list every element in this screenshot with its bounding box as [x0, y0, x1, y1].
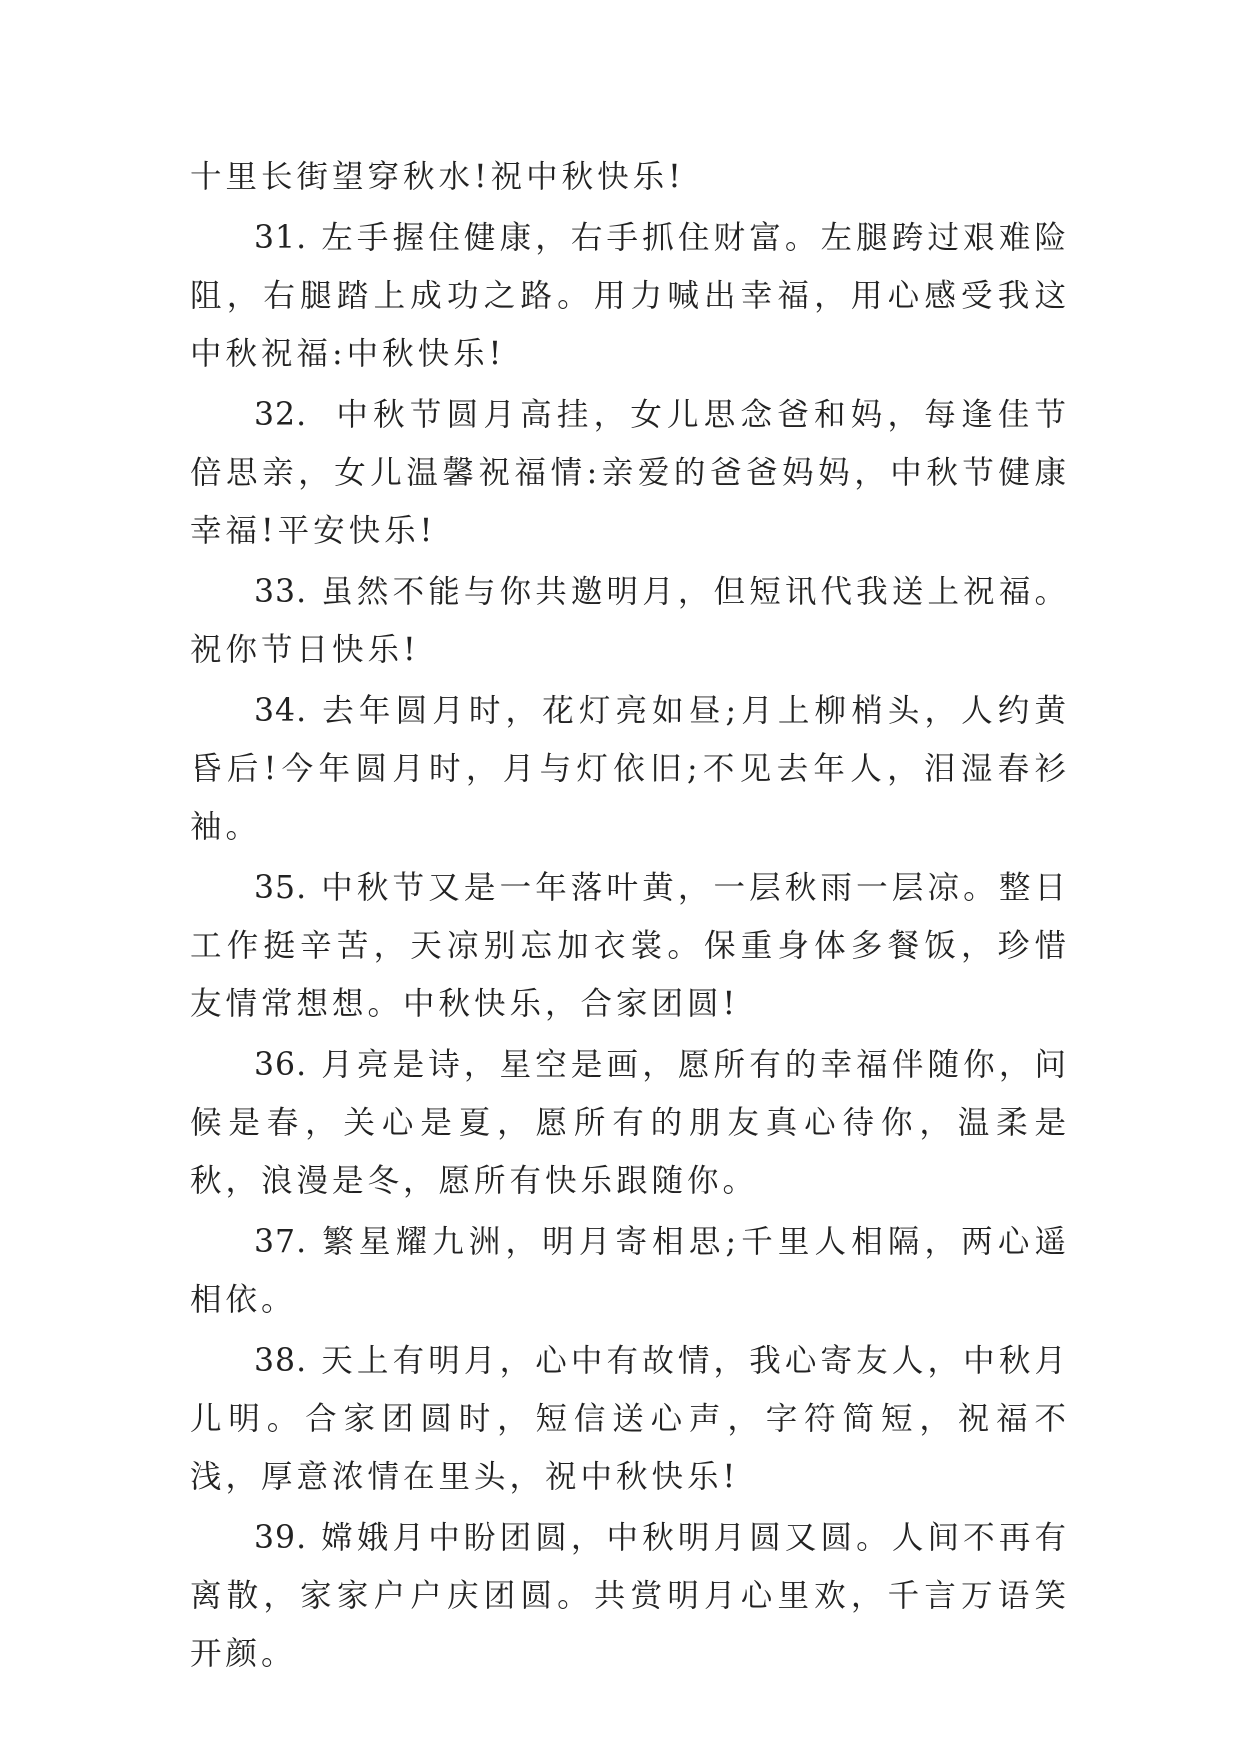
- paragraph-text: 月亮是诗，星空是画，愿所有的幸福伴随你，问候是春，关心是夏，愿所有的朋友真心待你，温柔是秋，浪漫是冬，愿所有快乐跟随你。: [190, 1047, 1070, 1199]
- paragraph-text: 十里长街望穿秋水!祝中秋快乐!: [190, 159, 685, 195]
- paragraph-text: 中秋节圆月高挂，女儿思念爸和妈，每逢佳节倍思亲，女儿温馨祝福情:亲爱的爸爸妈妈，中秋节健康幸福!平安快乐!: [190, 397, 1070, 549]
- paragraph-text: 左手握住健康，右手抓住财富。左腿跨过艰难险阻，右腿踏上成功之路。用力喊出幸福，用心感受我这中秋祝福:中秋快乐!: [190, 220, 1070, 372]
- paragraph-32: [190, 386, 1070, 560]
- paragraph-text: 中秋节又是一年落叶黄，一层秋雨一层凉。整日工作挺辛苦，天凉别忘加衣裳。保重身体多餐饭，珍惜友情常想想。中秋快乐，合家团圆!: [190, 870, 1070, 1022]
- paragraph-number: 36.: [254, 1047, 308, 1083]
- paragraph-number: 38.: [254, 1343, 308, 1379]
- document-body: [190, 148, 1070, 1686]
- paragraph-31: [190, 209, 1070, 383]
- paragraph-number: 35.: [254, 870, 308, 906]
- paragraph-number: 31.: [254, 220, 308, 256]
- paragraph-text: 繁星耀九洲，明月寄相思;千里人相隔，两心遥相依。: [190, 1224, 1070, 1318]
- paragraph-text: 天上有明月，心中有故情，我心寄友人，中秋月儿明。合家团圆时，短信送心声，字符简短，祝福不浅，厚意浓情在里头，祝中秋快乐!: [190, 1343, 1070, 1495]
- paragraph-33: [190, 563, 1070, 679]
- paragraph-35: [190, 859, 1070, 1033]
- paragraph-text: 嫦娥月中盼团圆，中秋明月圆又圆。人间不再有离散，家家户户庆团圆。共赏明月心里欢，千言万语笑开颜。: [190, 1520, 1070, 1672]
- paragraph-number: 34.: [254, 693, 308, 729]
- paragraph-number: 37.: [254, 1224, 308, 1260]
- paragraph-37: [190, 1213, 1070, 1329]
- paragraph-39: [190, 1509, 1070, 1683]
- paragraph-number: 33.: [254, 574, 308, 610]
- paragraph-38: [190, 1332, 1070, 1506]
- paragraph-text: 虽然不能与你共邀明月，但短讯代我送上祝福。祝你节日快乐!: [190, 574, 1070, 668]
- paragraph-number: 32.: [254, 397, 308, 433]
- paragraph-text: 去年圆月时，花灯亮如昼;月上柳梢头，人约黄昏后!今年圆月时，月与灯依旧;不见去年人，泪湿春衫袖。: [190, 693, 1070, 845]
- paragraph-36: [190, 1036, 1070, 1210]
- paragraph-34: [190, 682, 1070, 856]
- paragraph-number: 39.: [254, 1520, 308, 1556]
- paragraph-continuation: [190, 148, 1070, 206]
